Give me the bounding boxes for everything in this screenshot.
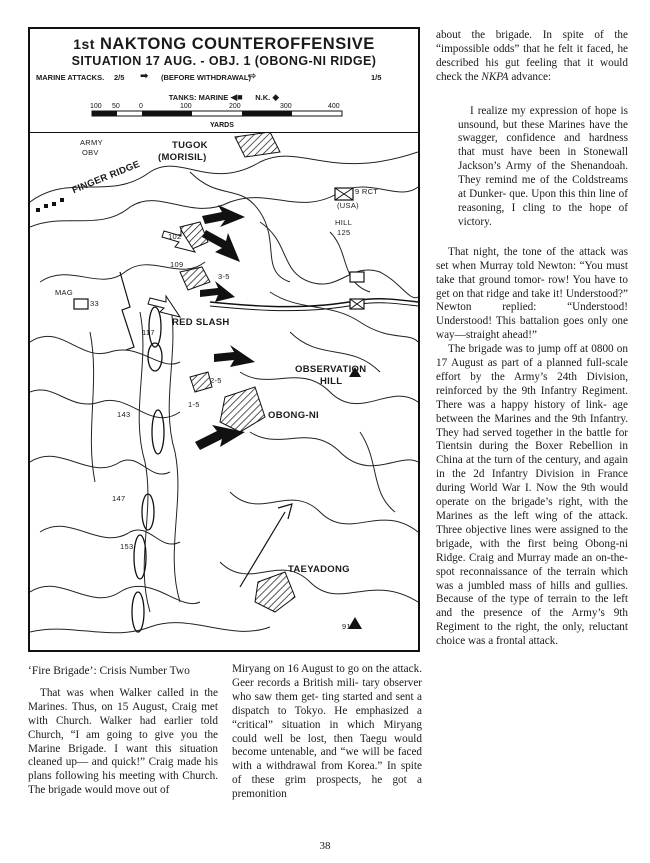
- paragraph-miryang: Miryang on 16 August to go on the attack. Geer records a British mili- tary observer who saw them get- ting started and sent a dispatch to Tokyo. He emphasized a “critical” situation in which Miryang could well be lost, then Taegu would become untenable, and “we will be faced with a withdrawal from Korea.” In spite of these grim prospects, he got a premonition: [232, 663, 423, 801]
- map-legend: [36, 73, 412, 85]
- right-column: [436, 29, 628, 649]
- intro-paragraph: about the brigade. In spite of the “impossible odds” that he felt it faced, he described his gut feeling that it would check the NKPA advance:: [436, 29, 629, 83]
- scale-tick-label: 50: [112, 103, 120, 110]
- map-title: [30, 35, 418, 54]
- attack-arrow-icon: ➡: [140, 71, 149, 82]
- label-hill-125: 125: [337, 228, 351, 237]
- map-subtitle: SITUATION 17 AUG. - OBJ. 1 (OBONG-NI RIDGE): [71, 54, 377, 68]
- scale-tick-label: 100: [90, 103, 102, 110]
- scale-unit: YARDS: [210, 122, 234, 129]
- withdrawal-arrow-icon: ⇨: [248, 71, 257, 82]
- label-army: ARMY: [80, 138, 103, 147]
- terrain-contours: [30, 132, 418, 652]
- map-body: [30, 132, 418, 652]
- left-column: [28, 665, 218, 798]
- nkpa-term: NKPA: [481, 70, 509, 83]
- scale-tick-label: 100: [180, 103, 192, 110]
- label-hill-147: 147: [112, 494, 126, 503]
- label-observation: OBSERVATION: [295, 364, 367, 375]
- section-heading: ‘Fire Brigade’: Crisis Number Two: [28, 665, 190, 677]
- block-quote: I realize my expression of hope is unsound, but these Marines have the swagger, confidence and hardness that must have been in Stonewall Jackson’s Army of the Shenandoah. They remind me of the Coldstreams at Dunker- que. Upon this thin line of reasoning, I cling to the hope of victory.: [458, 104, 629, 228]
- label-9-rct: 9 RCT: [355, 187, 379, 196]
- tanks-nk-label: N.K.: [255, 93, 271, 102]
- label-obong-ni: OBONG-NI: [268, 410, 319, 421]
- scale-tick-label: 400: [328, 103, 340, 110]
- map-title-prefix: 1st: [73, 36, 95, 52]
- situation-map: [28, 27, 420, 652]
- legend-marine-attacks: MARINE ATTACKS.: [36, 73, 105, 82]
- paragraph-murray-newton: That night, the tone of the attack was set when Murray told Newton: “You must take that ground tomor- row! You have to get on that ridge and take it! Understood?” Newton replied: “Understood! Understood! This battalion goes only one way—straight ahead!”: [436, 245, 629, 342]
- legend-before-withdrawal: (BEFORE WITHDRAWAL): [161, 73, 251, 82]
- nk-tank-icon: ◆: [272, 92, 280, 102]
- map-title-main: NAKTONG COUNTEROFFENSIVE: [100, 35, 375, 53]
- marine-tank-icon: ◀■: [230, 92, 243, 102]
- map-header: [30, 29, 418, 133]
- label-usa: (USA): [337, 201, 359, 210]
- label-hill-102: 102: [168, 232, 182, 241]
- label-taeyadong: TAEYADONG: [288, 564, 350, 575]
- legend-units-left: 2/5: [114, 73, 125, 82]
- scale-tick-label: 200: [229, 103, 241, 110]
- label-hill: HILL: [335, 218, 353, 227]
- unit-label: 2-5: [210, 376, 222, 385]
- label-hill-91: 91 X: [342, 622, 359, 631]
- unit-label: 3-5: [218, 272, 230, 281]
- scale-tick-label: 300: [280, 103, 292, 110]
- middle-column: [232, 663, 422, 802]
- label-observation-hill: HILL: [320, 376, 343, 387]
- label-red-slash: RED SLASH: [172, 317, 230, 328]
- label-hill-143: 143: [117, 410, 131, 419]
- label-hill-153: 153: [120, 542, 134, 551]
- paragraph-walker: That was when Walker called in the Marines. Thus, on 15 August, Craig met with Church. Walker had earlier told Church, “I am going to give you the Marine Brigade. I want this situation cleaned up— and quick!” Craig made his plans following his meeting with Church. The brigade would move out of: [28, 686, 219, 797]
- label-tugok: TUGOK: [172, 140, 208, 151]
- label-hill-109: 109: [170, 260, 184, 269]
- page-number: 38: [319, 840, 331, 852]
- label-finger-ridge: FINGER RIDGE: [70, 158, 142, 197]
- map-scale-bar: [30, 101, 418, 131]
- legend-units-right: 1/5: [371, 73, 382, 82]
- tanks-marine-label: TANKS: MARINE: [168, 93, 229, 102]
- label-mag-33: 33: [90, 299, 99, 308]
- paragraph-brigade-jump-off: The brigade was to jump off at 0800 on 17 August as part of a planned full-scale effort by the Army’s 24th Division, reinforced by the 9th Infantry Regiment. There was a happy history of link- age between the Marines and the 9th Infantry. They had served together in the battle for Tientsin during the Boxer Rebellion in China at the turn of the century, and again in the 2d Infantry Division in France during World War I. Now the 9th would operate on the brigade’s right, with the Marines as the left wing of the attack. Three objective lines were assigned to the brigade, with the first being Obong-ni Ridge. Craig and Murray made an on-the-spot reconnaissance of the terrain which was a jumbled mass of hills and gullies. Because of the type of terrain to the left and the presence of the Army’s 9th Regiment to the right, the only, reluctant choice was a frontal attack.: [436, 343, 629, 648]
- label-obv: OBV: [82, 148, 99, 157]
- label-morisil: (MORISIL): [158, 152, 207, 163]
- unit-label: 1-5: [188, 400, 200, 409]
- scale-tick-label: 0: [139, 103, 143, 110]
- label-mag: MAG: [55, 288, 73, 297]
- label-hill-117: 117: [142, 328, 155, 337]
